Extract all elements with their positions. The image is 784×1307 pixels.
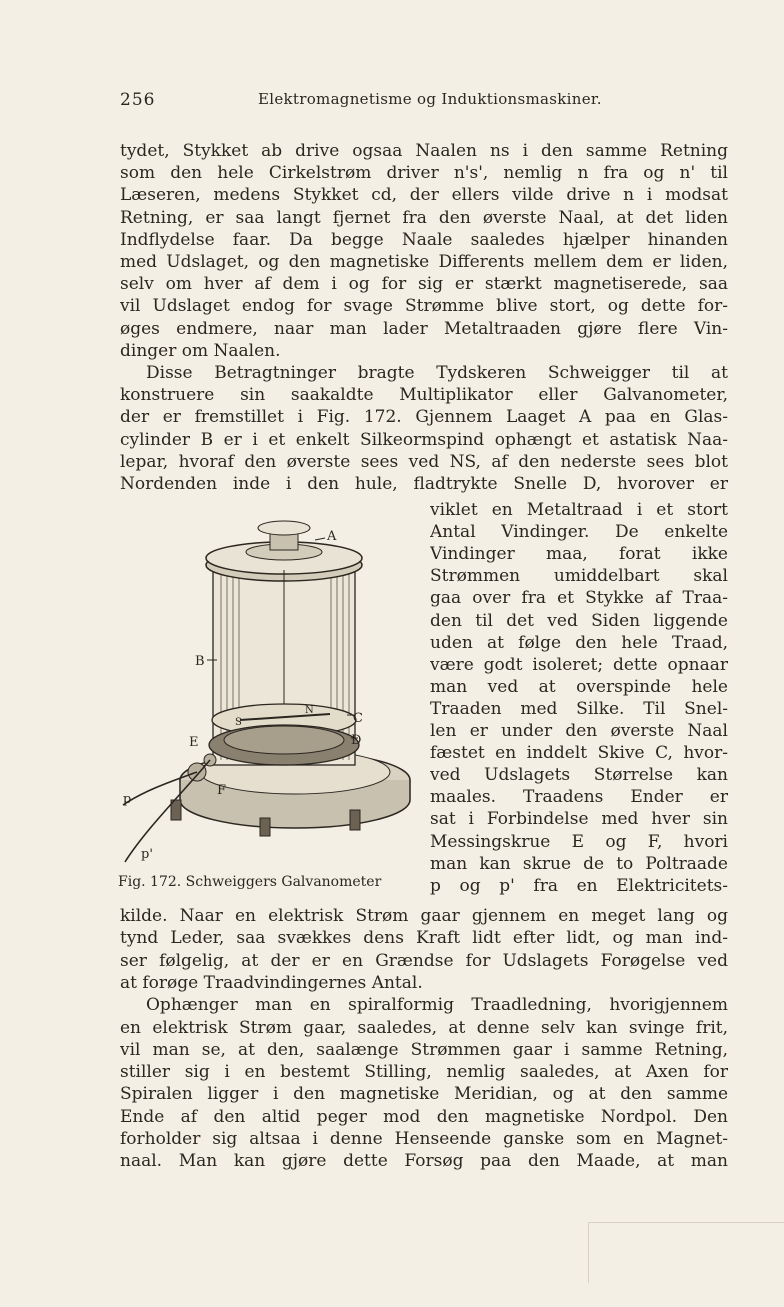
figure-label-b: B (195, 654, 205, 669)
text-line: naal. Man kan gjøre dette Forsøg paa den Maade, at man (120, 1151, 728, 1172)
text-line: forholder sig altsaa i denne Henseende ganske som en Magnet- (120, 1129, 728, 1149)
text-line: Ophænger man en spiralformig Traadledning, hvorigjennem (146, 995, 728, 1016)
text-line: uden at følge den hele Traad, (430, 632, 728, 653)
text-line: kilde. Naar en elektrisk Strøm gaar gjennem en meget lang og (120, 906, 728, 926)
figure-label-d: D (351, 733, 362, 748)
text-line: Strømmen umiddelbart skal (430, 566, 728, 587)
text-line: konstruere sin saakaldte Multiplikator eller Galvanometer, (120, 385, 728, 406)
text-line: Traaden med Silke. Til Snel- (430, 698, 728, 719)
text-line: tynd Leder, saa svækkes dens Kraft lidt efter lidt, og man ind- (120, 928, 728, 949)
text-line: Spiralen ligger i den magnetiske Meridian, og at den samme (120, 1084, 728, 1105)
text-line: være godt isoleret; dette opnaar (430, 654, 728, 675)
text-line: med Udslaget, og den magnetiske Differents mellem dem er liden, (120, 252, 728, 272)
text-line: viklet en Metaltraad i et stort (430, 500, 728, 520)
text-line: sat i Forbindelse med hver sin (430, 809, 728, 830)
page-number: 256 (120, 90, 156, 110)
figure-label-f: F (217, 783, 227, 798)
figure-label-p-prime: p' (141, 847, 153, 862)
text-line: Antal Vindinger. De enkelte (430, 522, 728, 543)
text-line: Nordenden inde i den hule, fladtrykte Snelle D, hvorover er (120, 474, 728, 494)
text-line: vil Udslaget endog for svage Strømme blive stort, og dette for- (120, 296, 728, 317)
text-line: cylinder B er i et enkelt Silkeormspind ophængt et astatisk Naa- (120, 429, 728, 450)
text-line: selv om hver af dem i og for sig er stærkt magnetiserede, saa (120, 274, 728, 295)
running-header (120, 90, 728, 116)
text-line: ser følgelig, at der er en Grændse for Udslagets Forøgelse ved (120, 950, 728, 971)
figure-caption: Fig. 172. Schweiggers Galvanometer (118, 874, 382, 890)
text-line: len er under den øverste Naal (430, 721, 728, 741)
text-line: vil man se, at den, saalænge Strømmen gaar i samme Retning, (120, 1039, 728, 1060)
text-line: Messingskrue E og F, hvori (430, 831, 728, 852)
text-line: fæstet en inddelt Skive C, hvor- (430, 743, 728, 764)
figure-label-s: S (235, 717, 242, 728)
text-line: man ved at overspinde hele (430, 676, 728, 697)
text-line: en elektrisk Strøm gaar, saaledes, at denne selv kan svinge frit, (120, 1017, 728, 1038)
text-line: tydet, Stykket ab drive ogsaa Naalen ns i den samme Retning (120, 141, 728, 161)
text-line: p og p' fra en Elektricitets- (430, 875, 728, 896)
text-line: øges endmere, naar man lader Metaltraaden gjøre flere Vin- (120, 318, 728, 339)
text-line: ved Udslagets Størrelse kan (430, 765, 728, 786)
text-line: man kan skrue de to Poltraade (430, 853, 728, 874)
text-line: stiller sig i en bestemt Stilling, nemlig saaledes, at Axen for (120, 1062, 728, 1083)
text-line: den til det ved Siden liggende (430, 610, 728, 631)
figure-label-n: N (305, 705, 314, 716)
text-line: Ende af den altid peger mod den magnetiske Nordpol. Den (120, 1106, 728, 1127)
figure-label-c: C (353, 711, 363, 726)
galvanometer-illustration (115, 510, 420, 880)
figure-label-p: p (123, 792, 132, 807)
text-line: som den hele Cirkelstrøm driver n's', nemlig n fra og n' til (120, 163, 728, 184)
text-line: dinger om Naalen. (120, 340, 281, 361)
text-line: maales. Traadens Ender er (430, 787, 728, 808)
text-line: Indflydelse faar. Da begge Naale saaledes hjælper hinanden (120, 229, 728, 250)
text-line: at forøge Traadvindingernes Antal. (120, 972, 423, 993)
text-line: Vindinger maa, forat ikke (430, 544, 728, 565)
figure-label-a: A (327, 529, 337, 544)
text-line: der er fremstillet i Fig. 172. Gjennem Laaget A paa en Glas- (120, 407, 728, 428)
text-line: Læseren, medens Stykket cd, der ellers vilde drive n i modsat (120, 185, 728, 206)
running-title: Elektromagnetisme og Induktionsmaskiner. (258, 90, 602, 108)
galvanometer-figure (115, 510, 420, 900)
scan-corner-mark (588, 1222, 784, 1283)
text-line: lepar, hvoraf den øverste sees ved NS, af den nederste sees blot (120, 451, 728, 472)
text-line: gaa over fra et Stykke af Traa- (430, 588, 728, 609)
figure-label-e: E (189, 735, 199, 750)
text-line: Retning, er saa langt fjernet fra den øverste Naal, at det liden (120, 207, 728, 228)
text-line: Disse Betragtninger bragte Tydskeren Schweigger til at (146, 363, 728, 383)
